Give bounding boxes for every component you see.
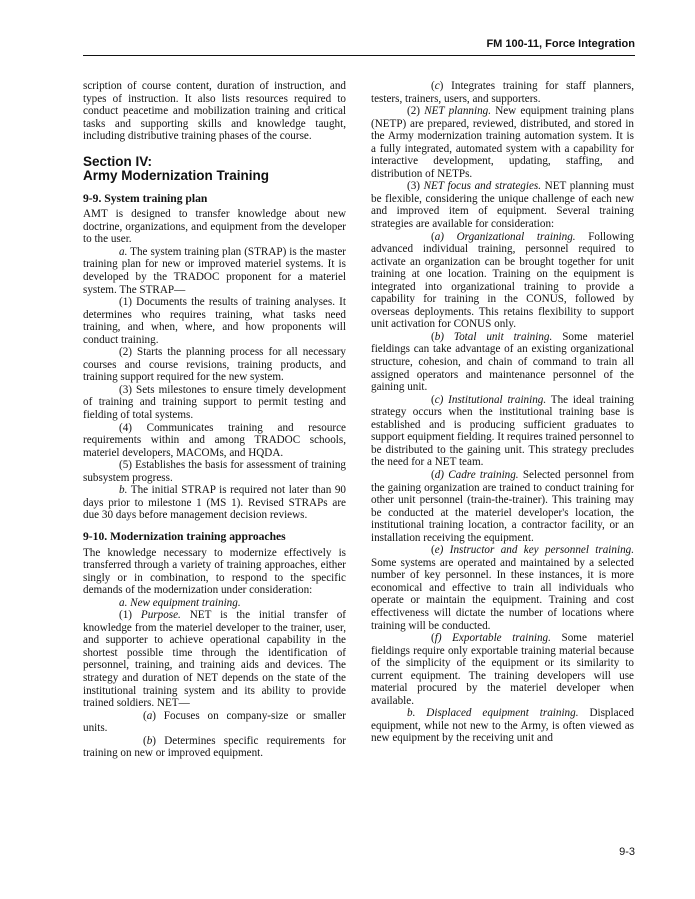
paragraph-heading-9-9: 9-9. System training plan (83, 191, 208, 205)
running-header: FM 100-11, Force Integration (486, 38, 635, 50)
net-purpose-num: (1) (119, 609, 132, 622)
strategy-a-label: ) Organizational training. (440, 230, 576, 243)
page-number: 9-3 (619, 846, 635, 858)
strategy-f-text: Some materiel fieldings require only exportable training material because of the simplicity of the equipment or its similarity to current equipment. The training developers will use material procured by the materiel developer when available. (371, 632, 634, 707)
subparagraph-a-label: a. (119, 245, 128, 258)
section-heading (83, 155, 346, 183)
strategy-c-text: The ideal training strategy occurs when the institutional training base is established and is producing sufficient graduates to support equipment fielding. It requires trained personnel to be distributed to the gaining unit. This strategy precludes the need for a NET team. (371, 393, 634, 469)
strap-item-4: (4) Communicates training and resource requirements within and among TRADOC schools, materiel developers, MACOMs, and HQDA. (83, 421, 346, 459)
paragraph-9-10-intro: The knowledge necessary to modernize effectively is transferred through a variety of training approaches, either singly or in combination, to respond to the specific demands of the modernization under consideration: (83, 546, 346, 597)
header-rule (83, 55, 635, 56)
subparagraph-b-text: The initial STRAP is required not later than 90 days prior to milestone 1 (MS 1). Revised STRAPs are due 30 days before management decision reviews. (83, 484, 346, 522)
strategy-f: (f) Exportable training. Some materiel fieldings require only exportable training material because of the simplicity of the equipment or its similarity to current equipment. The training developers will use material procured by the materiel developer when available. (371, 632, 634, 707)
net-subheading (83, 597, 346, 610)
strategy-a: (a) Organizational training. Following advanced individual training, personnel required to activate an organization can be brought together for unit training at one location. Training on the equipment is integrated into organizational training to provide a capability for training in the CONUS, followed by overseas deployments. This retains flexibility to support unit activation for CONUS only. (371, 230, 634, 331)
net-focus: (3) NET focus and strategies. NET planning must be flexible, considering the unique challenge of each new and improved item of equipment. Several training strategies are available for consideration: (371, 180, 634, 231)
strategy-e-text: Some systems are operated and maintained by a selected number of key personnel. In these instances, it is more economical and effective to train all individuals who operate or maintain the equipment. Training and cost effectiveness will dictate the number of locations where training will be conducted. (371, 556, 634, 632)
net-item-c: (c) Integrates training for staff planners, testers, trainers, users, and supporters. (371, 80, 634, 105)
net-item-a: (a) Focuses on company-size or smaller units. (83, 709, 346, 735)
displaced-equipment-label: b. Displaced equipment training. (407, 707, 579, 720)
net-planning: (2) NET planning. New equipment training plans (NETP) are prepared, reviewed, distributed, and stored in the Army modernization training automation system. It is a fully integrated, automated system with a capability for interactive development, updating, staffing, and distribution of NETPs. (371, 105, 634, 180)
displaced-equipment-text: Displaced equipment, while not new to the Army, is often viewed as new equipment by the receiving unit and (371, 707, 634, 745)
strategy-b-label: ) Total unit training. (440, 330, 553, 343)
strategy-a-text: Following advanced individual training, personnel required to activate an organization can be brought together for unit training at one location. Training on the equipment is integrated into organizational training to provide a capability for training in the CONUS, followed by overseas deployments. This retains flexibility to support unit activation for CONUS only. (371, 230, 634, 331)
subparagraph-b-label: b. (119, 484, 128, 497)
continued-paragraph: scription of course content, duration of instruction, and types of instruction. It also lists resources required to conduct peacetime and mobilization training and critical tasks and supporting skills and knowledge taught, including distributive training phases of the course. (83, 80, 346, 143)
subparagraph-a-text: The system training plan (STRAP) is the master training plan for new or improved materiel systems. It is developed by the TRADOC proponent for a materiel system. The STRAP— (83, 245, 346, 296)
net-purpose-text: NET is the initial transfer of knowledge from the materiel developer to the trainer, user, and supporter to achieve operational capability in the shortest possible time through the identification of personnel, training, and training aids and devices. The strategy and duration of NET depends on the state of the institutional training system and its ability to provide trained soldiers. NET— (83, 609, 346, 710)
strategy-c-label: ) Institutional training. (439, 393, 547, 406)
paragraph-9-9-intro: AMT is designed to transfer knowledge about new doctrine, organizations, and equipment from the developer to the user. (83, 208, 346, 246)
strategy-f-label: ) Exportable training. (437, 632, 551, 645)
strategy-b-text: Some materiel fieldings can take advantage of an existing organizational structure, cohesion, and chain of command to train all assigned operators and maintenance personnel of the gaining unit. (371, 330, 634, 394)
strategy-d: (d) Cadre training. Selected personnel from the gaining organization are trained to conduct training for other unit personnel (train-the-trainer). This training may be conducted at the materiel developer's location, the institutional training location, a contractor facility, or an installation receiving the equipment. (371, 468, 634, 544)
strategy-d-text: Selected personnel from the gaining organization are trained to conduct training for other unit personnel (train-the-trainer). This training may be conducted at the materiel developer's location, the institutional training location, a contractor facility, or an installation receiving the equipment. (371, 468, 634, 544)
strategy-e: (e) Instructor and key personnel training. Some systems are operated and maintained by a selected number of key personnel. In these instances, it is more economical and effective to train all individuals who operate or maintain the equipment. Training and cost effectiveness will dictate the number of locations where training will be conducted. (371, 544, 634, 632)
net-focus-label: NET focus and strategies. (423, 180, 542, 193)
section-title: Army Modernization Training (83, 167, 270, 183)
section-label: Section IV: (83, 153, 153, 169)
subparagraph-a (83, 246, 346, 296)
displaced-equipment (371, 707, 634, 745)
net-item-b-text: ) Determines specific requirements for training on new or improved equipment. (83, 734, 346, 760)
net-item-b: (b) Determines specific requirements for training on new or improved equipment. (83, 734, 346, 760)
net-purpose-label: Purpose. (140, 609, 181, 622)
net-item-c-text: ) Integrates training for staff planners, testers, trainers, users, and supporters. (371, 80, 634, 105)
net-planning-label: NET planning. (424, 105, 491, 118)
net-subheading-label: a. New equipment training. (119, 596, 241, 609)
net-focus-text: NET planning must be flexible, considering the unique challenge of each new and improved item of equipment. Several training strategies are available for consideration: (371, 180, 634, 231)
right-column (371, 80, 634, 745)
paragraph-heading-9-10: 9-10. Modernization training approaches (83, 529, 286, 543)
subparagraph-b (83, 484, 346, 522)
net-item-a-text: ) Focuses on company-size or smaller units. (83, 709, 346, 735)
strategy-b: (b) Total unit training. Some materiel fieldings can take advantage of an existing organizational structure, cohesion, and chain of command to train all assigned operators and maintenance personnel of the gaining unit. (371, 330, 634, 394)
strategy-d-label: ) Cadre training. (440, 468, 519, 481)
strap-item-2: (2) Starts the planning process for all necessary courses and course revisions, training products, and training support required for the new system. (83, 346, 346, 384)
left-column (83, 80, 346, 760)
strategy-e-label: ) Instructor and key personnel training. (439, 544, 634, 557)
net-planning-text: New equipment training plans (NETP) are prepared, reviewed, distributed, and stored in the Army modernization training automation system. It is a fully integrated, automated system with a capability for interactive development, updating, staffing, and distribution of NETPs. (371, 105, 634, 180)
strap-item-3: (3) Sets milestones to ensure timely development of training and training support to permit testing and fielding of total systems. (83, 383, 346, 422)
strategy-c: (c) Institutional training. The ideal training strategy occurs when the institutional training base is established and is producing sufficient graduates to support equipment fielding. It requires trained personnel to be distributed to the gaining unit. This strategy precludes the need for a NET team. (371, 393, 634, 469)
strap-item-1: (1) Documents the results of training analyses. It determines who requires training, what tasks need training, and when, where, and how proponents will conduct training. (83, 296, 346, 346)
strap-item-5: (5) Establishes the basis for assessment of training subsystem progress. (83, 459, 346, 484)
net-purpose (83, 609, 346, 709)
